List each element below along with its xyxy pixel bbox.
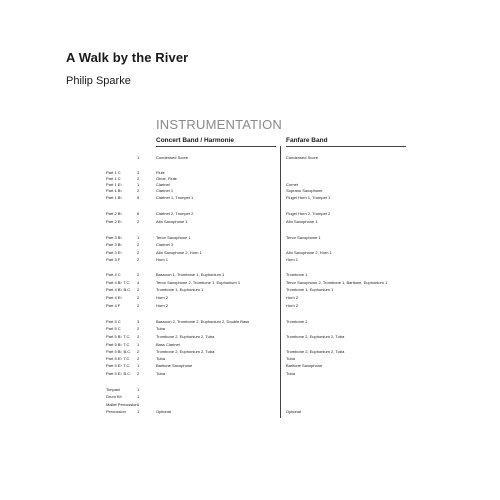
part-cell: Part 4 B♭ T.C. <box>106 280 131 285</box>
fanfare-band-cell: Condensed Score <box>286 155 319 160</box>
part-cell: Part 4 B♭ B.C. <box>106 287 132 292</box>
part-cell: Part 5 B♭ B.C. <box>106 349 132 354</box>
part-cell: Timpani <box>106 387 121 392</box>
part-cell: Part 1 E♭ <box>106 182 123 187</box>
quantity-cell: 2 <box>137 287 140 292</box>
table-row <box>0 326 500 332</box>
quantity-cell: 2 <box>137 219 140 224</box>
quantity-cell: 2 <box>137 356 140 361</box>
part-cell: Mallet Percussion <box>106 402 138 407</box>
concert-band-cell: Trombone 2, Euphonium 2, Tuba <box>156 334 215 339</box>
fanfare-band-cell: Alto Saxophone 1 <box>286 219 318 224</box>
concert-band-cell: Flute <box>156 170 165 175</box>
concert-band-cell: Optional <box>156 409 171 414</box>
concert-band-cell: Clarinet 3 <box>156 242 174 247</box>
quantity-cell: 1 <box>137 387 140 392</box>
concert-band-cell: Trombone 1, Euphonium 1 <box>156 287 204 292</box>
part-cell: Part 3 F <box>106 257 121 262</box>
concert-band-cell: Clarinet 1, Trumpet 1 <box>156 195 194 200</box>
table-row <box>0 257 500 263</box>
quantity-cell: 4 <box>137 280 140 285</box>
quantity-cell: 1 <box>137 394 140 399</box>
part-cell: Part 1 B♭ <box>106 195 123 200</box>
fanfare-band-cell: Flugel Horn 1, Trumpet 1 <box>286 195 331 200</box>
concert-band-cell: Alto Saxophone 2, Horn 1 <box>156 250 202 255</box>
part-cell: Part 5 E♭ T.C. <box>106 363 131 368</box>
table-row <box>0 155 500 161</box>
part-cell: Part 3 B♭ <box>106 242 123 247</box>
fanfare-band-cell: Tuba <box>286 371 295 376</box>
table-row <box>0 371 500 377</box>
quantity-cell: 1 <box>137 155 140 160</box>
fanfare-band-cell: Trombone 1 <box>286 272 308 277</box>
concert-band-cell: Alto Saxophone 1 <box>156 219 188 224</box>
table-row <box>0 195 500 201</box>
concert-band-cell: Tuba <box>156 371 165 376</box>
table-row <box>0 242 500 248</box>
table-row <box>0 356 500 362</box>
quantity-cell: 2 <box>137 257 140 262</box>
part-cell: Part 5 B♭ T.C. <box>106 334 131 339</box>
part-cell: Part 4 F <box>106 303 121 308</box>
table-row <box>0 402 500 408</box>
concert-band-cell: Tenor Saxophone 1 <box>156 235 191 240</box>
part-cell: Part 5 E♭ B.C. <box>106 371 132 376</box>
table-row <box>0 363 500 369</box>
table-row <box>0 319 500 325</box>
table-row <box>0 272 500 278</box>
quantity-cell: 2 <box>137 303 140 308</box>
table-row <box>0 235 500 241</box>
quantity-cell: 1 <box>137 235 140 240</box>
part-cell: Part 5 E♭ T.C. <box>106 356 131 361</box>
fanfare-band-cell: Horn 2 <box>286 303 299 308</box>
part-cell: Part 4 C <box>106 272 121 277</box>
concert-band-cell: Clarinet 2, Trumpet 2 <box>156 211 194 216</box>
part-cell: Drum Kit <box>106 394 122 399</box>
quantity-cell: 2 <box>137 326 140 331</box>
table-row <box>0 334 500 340</box>
fanfare-band-cell: Trombone 2, Euphonium 2, Tuba <box>286 349 345 354</box>
fanfare-band-cell: Trombone 2, Euphonium 2, Tuba <box>286 334 345 339</box>
composer-name: Philip Sparke <box>66 75 131 87</box>
quantity-cell: 3 <box>137 170 140 175</box>
fanfare-band-cell: Alto Saxophone 2, Horn 1 <box>286 250 332 255</box>
part-cell: Percussion <box>106 409 126 414</box>
fanfare-band-cell: Soprano Saxophone <box>286 188 323 193</box>
fanfare-band-cell: Cornet <box>286 182 299 187</box>
fanfare-band-cell: Tenor Saxophone 2, Trombone 1, Baritone, Euphonium 1 <box>286 280 388 285</box>
quantity-cell: 2 <box>137 371 140 376</box>
part-cell: Part 5 C <box>106 326 121 331</box>
concert-band-cell: Tuba <box>156 356 165 361</box>
quantity-cell: 1 <box>137 402 140 407</box>
fanfare-band-cell: Optional <box>286 409 301 414</box>
concert-band-cell: Baritone Saxophone <box>156 363 193 368</box>
table-row <box>0 250 500 256</box>
part-cell: Part 5 B♭ T.C. <box>106 342 131 347</box>
concert-band-cell: Condensed Score <box>156 155 189 160</box>
part-cell: Part 3 E♭ <box>106 250 123 255</box>
piece-title: A Walk by the River <box>66 50 189 65</box>
concert-band-cell: Oboe, Flute <box>156 176 177 181</box>
concert-band-cell: Tenor Saxophone 2, Trombone 1, Euphonium 1 <box>156 280 241 285</box>
quantity-cell: 2 <box>137 188 140 193</box>
concert-band-cell: Clarinet 1 <box>156 188 174 193</box>
fanfare-band-column-header: Fanfare Band <box>286 137 328 144</box>
fanfare-band-cell: Baritone Saxophone <box>286 363 323 368</box>
concert-band-cell: Trombone 2, Euphonium 2, Tuba <box>156 349 215 354</box>
concert-band-cell: Bass Clarinet <box>156 342 180 347</box>
quantity-cell: 2 <box>137 334 140 339</box>
quantity-cell: 6 <box>137 211 140 216</box>
fanfare-band-cell: Tenor Saxophone 1 <box>286 235 321 240</box>
part-cell: Part 2 E♭ <box>106 219 123 224</box>
part-cell: Part 1 C <box>106 176 121 181</box>
quantity-cell: 3 <box>137 319 140 324</box>
concert-band-cell: Horn 2 <box>156 295 169 300</box>
part-cell: Part 4 E♭ <box>106 295 123 300</box>
fanfare-band-cell: Horn 2 <box>286 295 299 300</box>
table-row <box>0 409 500 415</box>
fanfare-band-cell: Flugel Horn 2, Trumpet 2 <box>286 211 331 216</box>
part-cell: Part 1 C <box>106 170 121 175</box>
table-row <box>0 387 500 393</box>
quantity-cell: 1 <box>137 363 140 368</box>
concert-band-cell: Tuba <box>156 326 165 331</box>
quantity-cell: 1 <box>137 342 140 347</box>
quantity-cell: 2 <box>137 272 140 277</box>
instrumentation-heading: INSTRUMENTATION <box>156 117 283 132</box>
fanfare-header-rule <box>286 146 406 147</box>
fanfare-band-cell: Tuba <box>286 356 295 361</box>
fanfare-band-cell: Trombone 2 <box>286 319 308 324</box>
part-cell: Part 2 B♭ <box>106 211 123 216</box>
quantity-cell: 5 <box>137 195 140 200</box>
concert-band-cell: Bassoon 2, Trombone 2, Euphonium 2, Double Bass <box>156 319 250 324</box>
quantity-cell: 1 <box>137 409 140 414</box>
table-row <box>0 188 500 194</box>
table-row <box>0 349 500 355</box>
table-row <box>0 342 500 348</box>
quantity-cell: 2 <box>137 349 140 354</box>
fanfare-band-cell: Horn 1 <box>286 257 299 262</box>
concert-header-rule <box>156 146 276 147</box>
quantity-cell: 1 <box>137 182 140 187</box>
part-cell: Part 5 C <box>106 319 121 324</box>
quantity-cell: 2 <box>137 295 140 300</box>
table-row <box>0 394 500 400</box>
table-row <box>0 295 500 301</box>
table-row <box>0 303 500 309</box>
quantity-cell: 2 <box>137 176 140 181</box>
table-row <box>0 280 500 286</box>
table-row <box>0 211 500 217</box>
concert-band-cell: Bassoon 1, Trombone 1, Euphonium 1 <box>156 272 225 277</box>
part-cell: Part 1 B♭ <box>106 188 123 193</box>
concert-band-column-header: Concert Band / Harmonie <box>156 137 235 144</box>
concert-band-cell: Clarinet <box>156 182 170 187</box>
concert-band-cell: Horn 1 <box>156 257 169 262</box>
concert-band-cell: Horn 2 <box>156 303 169 308</box>
table-row <box>0 287 500 293</box>
table-row <box>0 219 500 225</box>
part-cell: Part 3 B♭ <box>106 235 123 240</box>
quantity-cell: 2 <box>137 250 140 255</box>
quantity-cell: 2 <box>137 242 140 247</box>
fanfare-band-cell: Trombone 1, Euphonium 1 <box>286 287 334 292</box>
